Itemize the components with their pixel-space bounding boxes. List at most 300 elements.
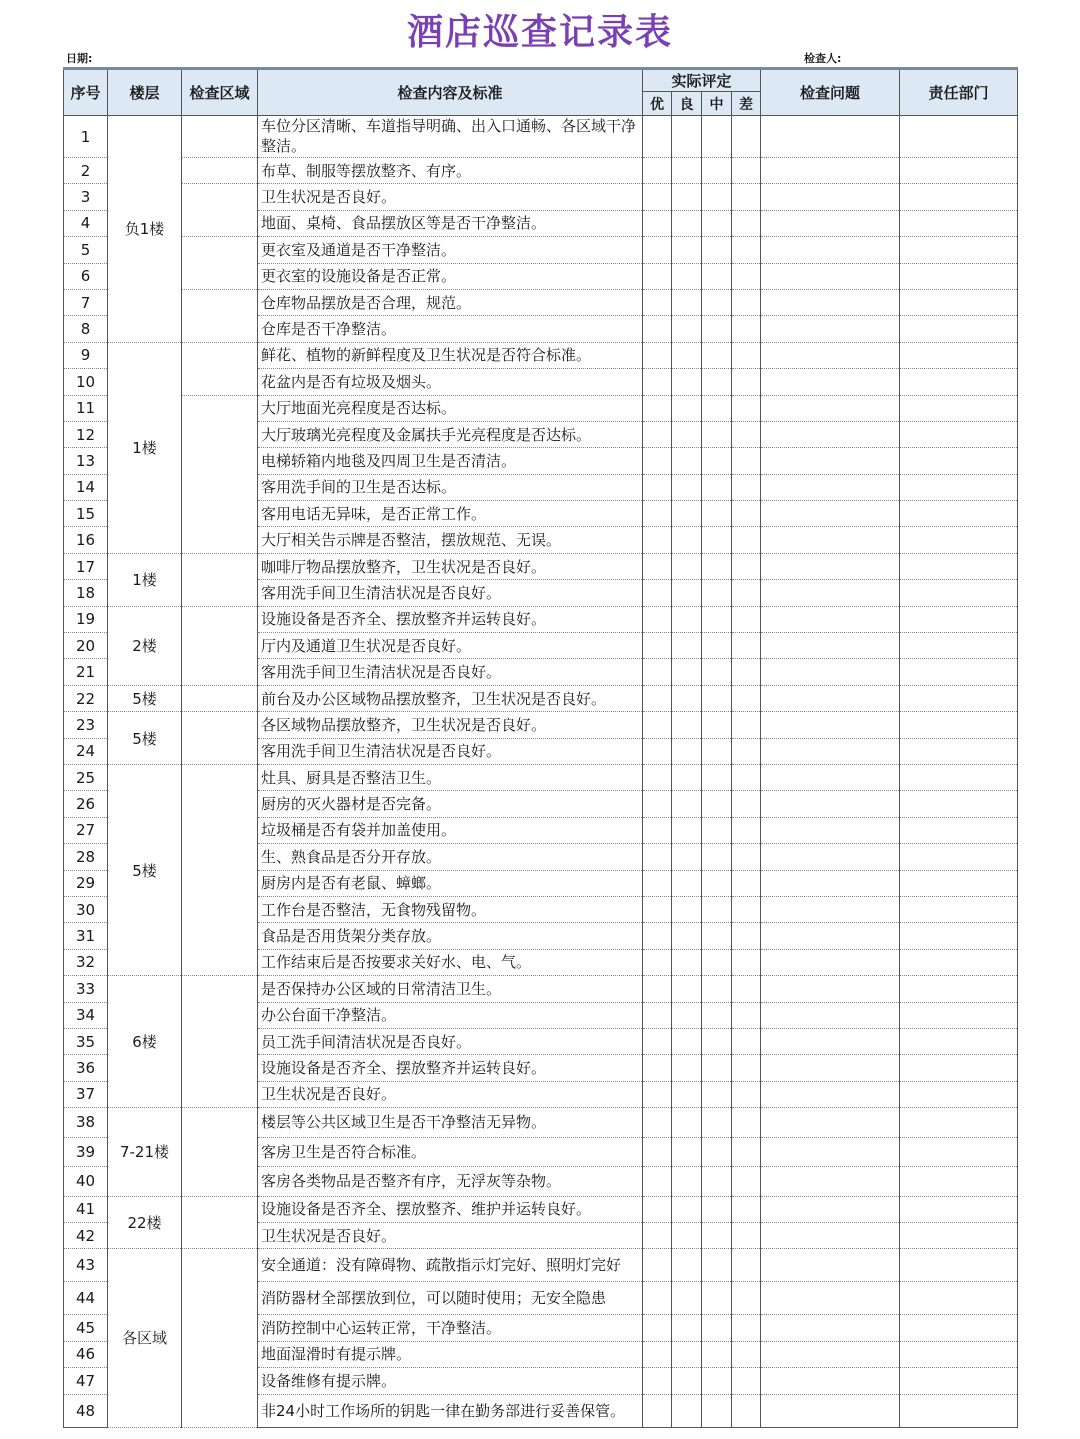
- dept-cell[interactable]: [900, 633, 1018, 659]
- issue-cell[interactable]: [761, 1341, 900, 1367]
- grade-fair-cell[interactable]: [702, 712, 732, 738]
- grade-good-cell[interactable]: [672, 1108, 702, 1138]
- grade-excellent-cell[interactable]: [643, 1394, 672, 1427]
- issue-cell[interactable]: [761, 791, 900, 817]
- dept-cell[interactable]: [900, 949, 1018, 975]
- issue-cell[interactable]: [761, 527, 900, 553]
- issue-cell[interactable]: [761, 1222, 900, 1248]
- grade-good-cell[interactable]: [672, 116, 702, 158]
- grade-fair-cell[interactable]: [702, 553, 732, 579]
- issue-cell[interactable]: [761, 184, 900, 210]
- dept-cell[interactable]: [900, 1055, 1018, 1081]
- dept-cell[interactable]: [900, 976, 1018, 1002]
- dept-cell[interactable]: [900, 844, 1018, 870]
- grade-poor-cell[interactable]: [732, 1002, 761, 1028]
- grade-excellent-cell[interactable]: [643, 369, 672, 395]
- grade-poor-cell[interactable]: [732, 1108, 761, 1138]
- grade-poor-cell[interactable]: [732, 395, 761, 421]
- grade-poor-cell[interactable]: [732, 1394, 761, 1427]
- dept-cell[interactable]: [900, 116, 1018, 158]
- grade-poor-cell[interactable]: [732, 553, 761, 579]
- grade-poor-cell[interactable]: [732, 896, 761, 922]
- grade-good-cell[interactable]: [672, 1315, 702, 1341]
- grade-good-cell[interactable]: [672, 316, 702, 342]
- grade-fair-cell[interactable]: [702, 1249, 732, 1282]
- grade-good-cell[interactable]: [672, 896, 702, 922]
- grade-good-cell[interactable]: [672, 501, 702, 527]
- issue-cell[interactable]: [761, 553, 900, 579]
- grade-good-cell[interactable]: [672, 395, 702, 421]
- issue-cell[interactable]: [761, 395, 900, 421]
- grade-poor-cell[interactable]: [732, 1222, 761, 1248]
- grade-fair-cell[interactable]: [702, 316, 732, 342]
- dept-cell[interactable]: [900, 289, 1018, 315]
- issue-cell[interactable]: [761, 580, 900, 606]
- grade-poor-cell[interactable]: [732, 1028, 761, 1054]
- grade-fair-cell[interactable]: [702, 976, 732, 1002]
- dept-cell[interactable]: [900, 923, 1018, 949]
- issue-cell[interactable]: [761, 237, 900, 263]
- grade-excellent-cell[interactable]: [643, 1249, 672, 1282]
- grade-excellent-cell[interactable]: [643, 158, 672, 184]
- grade-excellent-cell[interactable]: [643, 1108, 672, 1138]
- issue-cell[interactable]: [761, 316, 900, 342]
- dept-cell[interactable]: [900, 369, 1018, 395]
- area-cell[interactable]: [182, 1249, 258, 1427]
- issue-cell[interactable]: [761, 764, 900, 790]
- issue-cell[interactable]: [761, 116, 900, 158]
- grade-excellent-cell[interactable]: [643, 844, 672, 870]
- grade-poor-cell[interactable]: [732, 976, 761, 1002]
- grade-fair-cell[interactable]: [702, 1196, 732, 1222]
- grade-excellent-cell[interactable]: [643, 1028, 672, 1054]
- issue-cell[interactable]: [761, 474, 900, 500]
- grade-fair-cell[interactable]: [702, 421, 732, 447]
- dept-cell[interactable]: [900, 817, 1018, 843]
- grade-excellent-cell[interactable]: [643, 1222, 672, 1248]
- grade-good-cell[interactable]: [672, 369, 702, 395]
- issue-cell[interactable]: [761, 1055, 900, 1081]
- grade-excellent-cell[interactable]: [643, 474, 672, 500]
- issue-cell[interactable]: [761, 949, 900, 975]
- grade-excellent-cell[interactable]: [643, 553, 672, 579]
- issue-cell[interactable]: [761, 263, 900, 289]
- grade-excellent-cell[interactable]: [643, 1167, 672, 1197]
- grade-excellent-cell[interactable]: [643, 1196, 672, 1222]
- grade-fair-cell[interactable]: [702, 1081, 732, 1107]
- grade-good-cell[interactable]: [672, 633, 702, 659]
- issue-cell[interactable]: [761, 659, 900, 685]
- grade-fair-cell[interactable]: [702, 923, 732, 949]
- grade-good-cell[interactable]: [672, 791, 702, 817]
- grade-poor-cell[interactable]: [732, 580, 761, 606]
- grade-good-cell[interactable]: [672, 976, 702, 1002]
- grade-fair-cell[interactable]: [702, 237, 732, 263]
- grade-excellent-cell[interactable]: [643, 210, 672, 236]
- grade-excellent-cell[interactable]: [643, 289, 672, 315]
- grade-good-cell[interactable]: [672, 1196, 702, 1222]
- dept-cell[interactable]: [900, 421, 1018, 447]
- grade-excellent-cell[interactable]: [643, 1002, 672, 1028]
- issue-cell[interactable]: [761, 421, 900, 447]
- issue-cell[interactable]: [761, 369, 900, 395]
- grade-poor-cell[interactable]: [732, 606, 761, 632]
- grade-fair-cell[interactable]: [702, 659, 732, 685]
- area-cell[interactable]: [182, 685, 258, 711]
- grade-good-cell[interactable]: [672, 1249, 702, 1282]
- grade-fair-cell[interactable]: [702, 791, 732, 817]
- grade-fair-cell[interactable]: [702, 210, 732, 236]
- grade-poor-cell[interactable]: [732, 764, 761, 790]
- grade-fair-cell[interactable]: [702, 1341, 732, 1367]
- dept-cell[interactable]: [900, 395, 1018, 421]
- grade-fair-cell[interactable]: [702, 474, 732, 500]
- dept-cell[interactable]: [900, 342, 1018, 368]
- dept-cell[interactable]: [900, 553, 1018, 579]
- grade-excellent-cell[interactable]: [643, 1341, 672, 1367]
- grade-fair-cell[interactable]: [702, 263, 732, 289]
- grade-good-cell[interactable]: [672, 738, 702, 764]
- grade-excellent-cell[interactable]: [643, 949, 672, 975]
- grade-good-cell[interactable]: [672, 1394, 702, 1427]
- issue-cell[interactable]: [761, 1394, 900, 1427]
- dept-cell[interactable]: [900, 237, 1018, 263]
- grade-poor-cell[interactable]: [732, 712, 761, 738]
- grade-good-cell[interactable]: [672, 923, 702, 949]
- grade-fair-cell[interactable]: [702, 764, 732, 790]
- grade-excellent-cell[interactable]: [643, 738, 672, 764]
- grade-good-cell[interactable]: [672, 1341, 702, 1367]
- dept-cell[interactable]: [900, 791, 1018, 817]
- grade-excellent-cell[interactable]: [643, 316, 672, 342]
- grade-excellent-cell[interactable]: [643, 184, 672, 210]
- issue-cell[interactable]: [761, 1368, 900, 1394]
- grade-fair-cell[interactable]: [702, 1167, 732, 1197]
- grade-poor-cell[interactable]: [732, 1341, 761, 1367]
- grade-excellent-cell[interactable]: [643, 1368, 672, 1394]
- grade-fair-cell[interactable]: [702, 184, 732, 210]
- grade-fair-cell[interactable]: [702, 1394, 732, 1427]
- grade-good-cell[interactable]: [672, 764, 702, 790]
- area-cell[interactable]: [182, 712, 258, 765]
- grade-poor-cell[interactable]: [732, 1196, 761, 1222]
- grade-fair-cell[interactable]: [702, 844, 732, 870]
- grade-poor-cell[interactable]: [732, 501, 761, 527]
- area-cell[interactable]: [182, 289, 258, 342]
- grade-poor-cell[interactable]: [732, 1137, 761, 1167]
- dept-cell[interactable]: [900, 210, 1018, 236]
- grade-poor-cell[interactable]: [732, 817, 761, 843]
- grade-good-cell[interactable]: [672, 210, 702, 236]
- grade-fair-cell[interactable]: [702, 158, 732, 184]
- dept-cell[interactable]: [900, 1081, 1018, 1107]
- dept-cell[interactable]: [900, 1137, 1018, 1167]
- grade-excellent-cell[interactable]: [643, 237, 672, 263]
- issue-cell[interactable]: [761, 606, 900, 632]
- grade-fair-cell[interactable]: [702, 606, 732, 632]
- grade-good-cell[interactable]: [672, 1081, 702, 1107]
- grade-excellent-cell[interactable]: [643, 685, 672, 711]
- issue-cell[interactable]: [761, 1081, 900, 1107]
- grade-poor-cell[interactable]: [732, 1249, 761, 1282]
- dept-cell[interactable]: [900, 1282, 1018, 1315]
- grade-excellent-cell[interactable]: [643, 1137, 672, 1167]
- area-cell[interactable]: [182, 1108, 258, 1197]
- grade-good-cell[interactable]: [672, 1368, 702, 1394]
- dept-cell[interactable]: [900, 1315, 1018, 1341]
- grade-good-cell[interactable]: [672, 1028, 702, 1054]
- area-cell[interactable]: [182, 184, 258, 237]
- grade-excellent-cell[interactable]: [643, 116, 672, 158]
- grade-good-cell[interactable]: [672, 237, 702, 263]
- grade-poor-cell[interactable]: [732, 738, 761, 764]
- grade-good-cell[interactable]: [672, 844, 702, 870]
- grade-fair-cell[interactable]: [702, 817, 732, 843]
- issue-cell[interactable]: [761, 1137, 900, 1167]
- grade-poor-cell[interactable]: [732, 116, 761, 158]
- grade-fair-cell[interactable]: [702, 1002, 732, 1028]
- grade-good-cell[interactable]: [672, 184, 702, 210]
- grade-poor-cell[interactable]: [732, 237, 761, 263]
- issue-cell[interactable]: [761, 210, 900, 236]
- grade-fair-cell[interactable]: [702, 896, 732, 922]
- grade-fair-cell[interactable]: [702, 116, 732, 158]
- grade-poor-cell[interactable]: [732, 158, 761, 184]
- area-cell[interactable]: [182, 395, 258, 553]
- issue-cell[interactable]: [761, 633, 900, 659]
- grade-good-cell[interactable]: [672, 1222, 702, 1248]
- grade-fair-cell[interactable]: [702, 738, 732, 764]
- dept-cell[interactable]: [900, 1167, 1018, 1197]
- grade-fair-cell[interactable]: [702, 1028, 732, 1054]
- issue-cell[interactable]: [761, 1282, 900, 1315]
- grade-poor-cell[interactable]: [732, 1368, 761, 1394]
- grade-poor-cell[interactable]: [732, 949, 761, 975]
- issue-cell[interactable]: [761, 685, 900, 711]
- grade-poor-cell[interactable]: [732, 1315, 761, 1341]
- issue-cell[interactable]: [761, 1315, 900, 1341]
- grade-poor-cell[interactable]: [732, 659, 761, 685]
- grade-fair-cell[interactable]: [702, 870, 732, 896]
- grade-fair-cell[interactable]: [702, 342, 732, 368]
- grade-good-cell[interactable]: [672, 1055, 702, 1081]
- grade-poor-cell[interactable]: [732, 263, 761, 289]
- grade-excellent-cell[interactable]: [643, 1081, 672, 1107]
- grade-good-cell[interactable]: [672, 342, 702, 368]
- grade-poor-cell[interactable]: [732, 1081, 761, 1107]
- grade-excellent-cell[interactable]: [643, 421, 672, 447]
- grade-excellent-cell[interactable]: [643, 1055, 672, 1081]
- grade-excellent-cell[interactable]: [643, 976, 672, 1002]
- area-cell[interactable]: [182, 976, 258, 1108]
- grade-poor-cell[interactable]: [732, 791, 761, 817]
- issue-cell[interactable]: [761, 1167, 900, 1197]
- grade-excellent-cell[interactable]: [643, 448, 672, 474]
- issue-cell[interactable]: [761, 1249, 900, 1282]
- grade-poor-cell[interactable]: [732, 289, 761, 315]
- dept-cell[interactable]: [900, 158, 1018, 184]
- area-cell[interactable]: [182, 342, 258, 395]
- dept-cell[interactable]: [900, 580, 1018, 606]
- grade-good-cell[interactable]: [672, 870, 702, 896]
- issue-cell[interactable]: [761, 817, 900, 843]
- area-cell[interactable]: [182, 764, 258, 975]
- grade-good-cell[interactable]: [672, 527, 702, 553]
- grade-fair-cell[interactable]: [702, 501, 732, 527]
- grade-excellent-cell[interactable]: [643, 580, 672, 606]
- grade-good-cell[interactable]: [672, 158, 702, 184]
- issue-cell[interactable]: [761, 976, 900, 1002]
- grade-poor-cell[interactable]: [732, 1055, 761, 1081]
- dept-cell[interactable]: [900, 1108, 1018, 1138]
- dept-cell[interactable]: [900, 448, 1018, 474]
- issue-cell[interactable]: [761, 896, 900, 922]
- issue-cell[interactable]: [761, 1002, 900, 1028]
- grade-fair-cell[interactable]: [702, 448, 732, 474]
- grade-good-cell[interactable]: [672, 949, 702, 975]
- grade-good-cell[interactable]: [672, 580, 702, 606]
- grade-fair-cell[interactable]: [702, 1108, 732, 1138]
- grade-excellent-cell[interactable]: [643, 633, 672, 659]
- dept-cell[interactable]: [900, 184, 1018, 210]
- issue-cell[interactable]: [761, 870, 900, 896]
- issue-cell[interactable]: [761, 289, 900, 315]
- grade-fair-cell[interactable]: [702, 1315, 732, 1341]
- dept-cell[interactable]: [900, 1028, 1018, 1054]
- grade-good-cell[interactable]: [672, 685, 702, 711]
- dept-cell[interactable]: [900, 1341, 1018, 1367]
- dept-cell[interactable]: [900, 712, 1018, 738]
- grade-fair-cell[interactable]: [702, 1222, 732, 1248]
- grade-good-cell[interactable]: [672, 817, 702, 843]
- dept-cell[interactable]: [900, 685, 1018, 711]
- grade-good-cell[interactable]: [672, 1002, 702, 1028]
- area-cell[interactable]: [182, 158, 258, 184]
- issue-cell[interactable]: [761, 448, 900, 474]
- grade-excellent-cell[interactable]: [643, 606, 672, 632]
- grade-poor-cell[interactable]: [732, 184, 761, 210]
- grade-fair-cell[interactable]: [702, 369, 732, 395]
- dept-cell[interactable]: [900, 764, 1018, 790]
- grade-excellent-cell[interactable]: [643, 501, 672, 527]
- grade-good-cell[interactable]: [672, 1137, 702, 1167]
- grade-poor-cell[interactable]: [732, 870, 761, 896]
- grade-good-cell[interactable]: [672, 263, 702, 289]
- dept-cell[interactable]: [900, 606, 1018, 632]
- grade-poor-cell[interactable]: [732, 1167, 761, 1197]
- dept-cell[interactable]: [900, 1196, 1018, 1222]
- grade-fair-cell[interactable]: [702, 1055, 732, 1081]
- area-cell[interactable]: [182, 553, 258, 606]
- dept-cell[interactable]: [900, 263, 1018, 289]
- grade-excellent-cell[interactable]: [643, 1315, 672, 1341]
- issue-cell[interactable]: [761, 1196, 900, 1222]
- grade-fair-cell[interactable]: [702, 527, 732, 553]
- grade-poor-cell[interactable]: [732, 1282, 761, 1315]
- grade-poor-cell[interactable]: [732, 421, 761, 447]
- dept-cell[interactable]: [900, 870, 1018, 896]
- grade-poor-cell[interactable]: [732, 369, 761, 395]
- grade-fair-cell[interactable]: [702, 1368, 732, 1394]
- grade-poor-cell[interactable]: [732, 685, 761, 711]
- issue-cell[interactable]: [761, 342, 900, 368]
- grade-excellent-cell[interactable]: [643, 342, 672, 368]
- grade-poor-cell[interactable]: [732, 316, 761, 342]
- grade-good-cell[interactable]: [672, 606, 702, 632]
- dept-cell[interactable]: [900, 1249, 1018, 1282]
- grade-excellent-cell[interactable]: [643, 817, 672, 843]
- dept-cell[interactable]: [900, 896, 1018, 922]
- grade-good-cell[interactable]: [672, 421, 702, 447]
- grade-excellent-cell[interactable]: [643, 527, 672, 553]
- grade-poor-cell[interactable]: [732, 844, 761, 870]
- dept-cell[interactable]: [900, 1368, 1018, 1394]
- grade-good-cell[interactable]: [672, 553, 702, 579]
- dept-cell[interactable]: [900, 1002, 1018, 1028]
- grade-excellent-cell[interactable]: [643, 896, 672, 922]
- grade-poor-cell[interactable]: [732, 633, 761, 659]
- grade-fair-cell[interactable]: [702, 289, 732, 315]
- issue-cell[interactable]: [761, 923, 900, 949]
- grade-excellent-cell[interactable]: [643, 923, 672, 949]
- issue-cell[interactable]: [761, 1028, 900, 1054]
- dept-cell[interactable]: [900, 1222, 1018, 1248]
- grade-good-cell[interactable]: [672, 1167, 702, 1197]
- grade-excellent-cell[interactable]: [643, 263, 672, 289]
- grade-fair-cell[interactable]: [702, 395, 732, 421]
- dept-cell[interactable]: [900, 659, 1018, 685]
- grade-excellent-cell[interactable]: [643, 659, 672, 685]
- grade-fair-cell[interactable]: [702, 1137, 732, 1167]
- grade-good-cell[interactable]: [672, 289, 702, 315]
- area-cell[interactable]: [182, 237, 258, 290]
- grade-good-cell[interactable]: [672, 474, 702, 500]
- area-cell[interactable]: [182, 1196, 258, 1249]
- issue-cell[interactable]: [761, 844, 900, 870]
- grade-excellent-cell[interactable]: [643, 764, 672, 790]
- area-cell[interactable]: [182, 606, 258, 685]
- area-cell[interactable]: [182, 116, 258, 158]
- grade-poor-cell[interactable]: [732, 474, 761, 500]
- issue-cell[interactable]: [761, 1108, 900, 1138]
- dept-cell[interactable]: [900, 501, 1018, 527]
- grade-excellent-cell[interactable]: [643, 791, 672, 817]
- grade-excellent-cell[interactable]: [643, 1282, 672, 1315]
- grade-good-cell[interactable]: [672, 1282, 702, 1315]
- grade-excellent-cell[interactable]: [643, 395, 672, 421]
- dept-cell[interactable]: [900, 316, 1018, 342]
- issue-cell[interactable]: [761, 501, 900, 527]
- grade-fair-cell[interactable]: [702, 685, 732, 711]
- grade-poor-cell[interactable]: [732, 923, 761, 949]
- grade-poor-cell[interactable]: [732, 342, 761, 368]
- grade-poor-cell[interactable]: [732, 527, 761, 553]
- dept-cell[interactable]: [900, 474, 1018, 500]
- grade-poor-cell[interactable]: [732, 448, 761, 474]
- grade-fair-cell[interactable]: [702, 580, 732, 606]
- grade-excellent-cell[interactable]: [643, 712, 672, 738]
- dept-cell[interactable]: [900, 738, 1018, 764]
- grade-fair-cell[interactable]: [702, 949, 732, 975]
- grade-fair-cell[interactable]: [702, 633, 732, 659]
- issue-cell[interactable]: [761, 158, 900, 184]
- grade-excellent-cell[interactable]: [643, 870, 672, 896]
- issue-cell[interactable]: [761, 712, 900, 738]
- dept-cell[interactable]: [900, 527, 1018, 553]
- grade-good-cell[interactable]: [672, 448, 702, 474]
- grade-good-cell[interactable]: [672, 659, 702, 685]
- grade-poor-cell[interactable]: [732, 210, 761, 236]
